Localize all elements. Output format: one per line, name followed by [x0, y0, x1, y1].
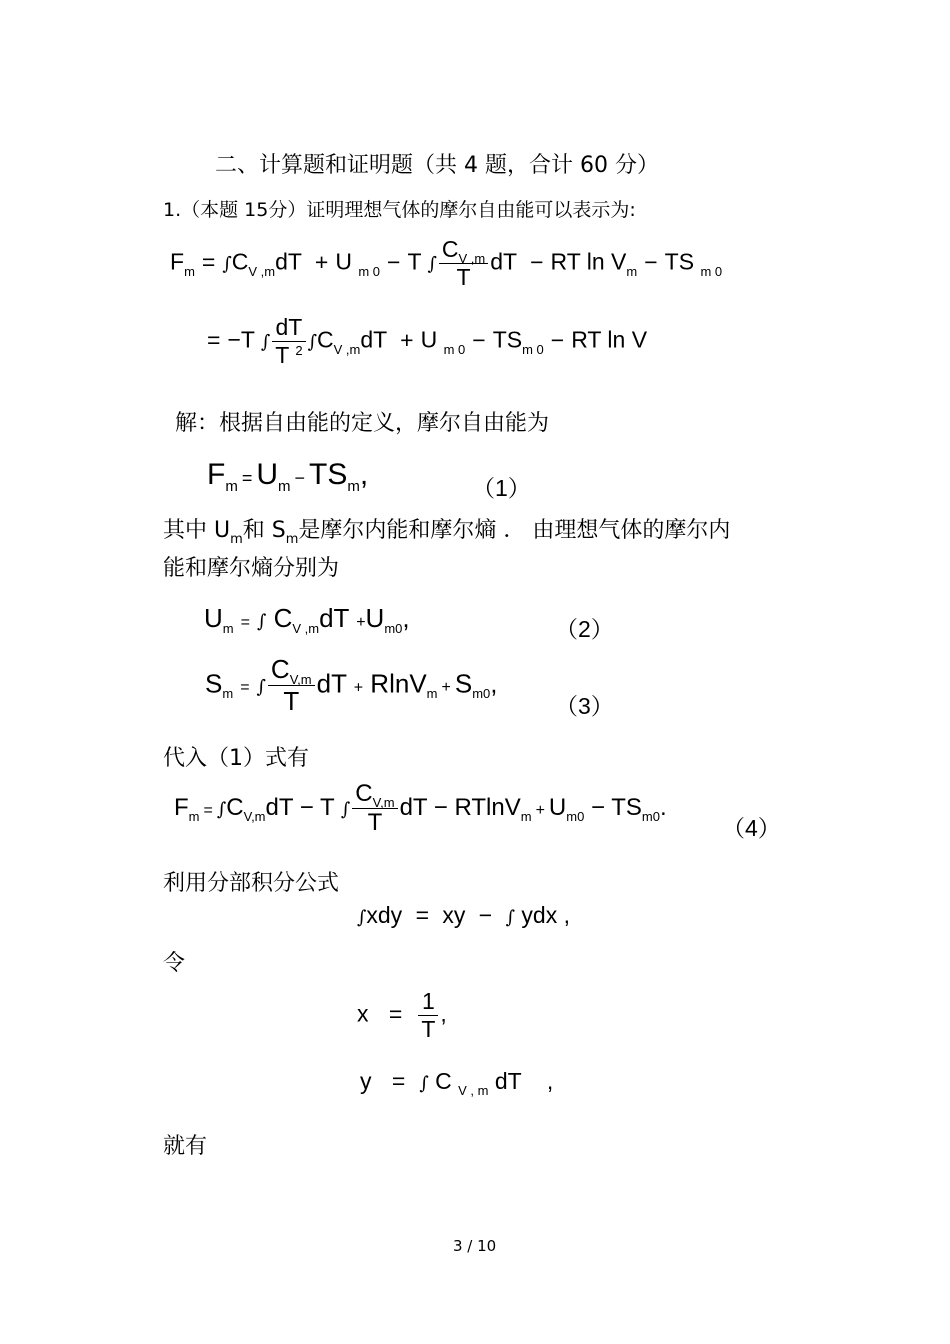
equation-4: $F_m = \int C_{V,m}dT - T$ ∫ $\frac{C_{V,m}}{T}$ dT − $RTlnV_m + U_{m0} - TS_{m0}$. — [174, 780, 667, 836]
page-number: 3 / 10 — [453, 1237, 497, 1255]
equation-2: $U_m$ = ∫ $C_{V ,m}dT +U_{m0}$, — [204, 603, 410, 636]
text-thus: 就有 — [163, 1134, 208, 1159]
solution-intro: 解：根据自由能的定义，摩尔自由能为 — [175, 411, 550, 436]
equation-y: y = ∫ C $_{V , m}$ dT , — [360, 1068, 554, 1098]
section-title: 二、计算题和证明题（共 4 题，合计 60 分） — [215, 153, 659, 178]
equation-a-line2: = −T ∫ $\frac{dT}{T ^2}$ $\int C_{V ,m}dT + U$ $_{m 0} - TS_{m 0}$ − RT ln V — [207, 314, 648, 368]
equation-x: x = $\frac{1}{T}$ , — [357, 988, 447, 1042]
text-substitute: 代入（1）式有 — [163, 746, 309, 771]
equation-label-4: （4） — [722, 815, 781, 841]
equation-1: $F_m = U_m - TS_m$, — [207, 458, 369, 495]
equation-label-1: （1） — [472, 475, 531, 501]
equation-3: $S_m$ = ∫ $\frac{C_{V,m}}{T}$ dT + $RlnV_m + S_{m0}$, — [205, 654, 498, 716]
text-where: 其中 $U_m$和 $S_m$是摩尔内能和摩尔熵 ． 由理想气体的摩尔内 — [163, 518, 731, 547]
text-where-line2: 能和摩尔熵分别为 — [163, 556, 340, 581]
equation-parts: ∫xdy = xy − ∫ ydx , — [357, 902, 570, 928]
text-let: 令 — [163, 951, 186, 976]
equation-label-2: （2） — [555, 616, 614, 642]
text-parts: 利用分部积分公式 — [163, 871, 340, 896]
equation-label-3: （3） — [555, 693, 614, 719]
equation-a-line1: $F_m = \int C_{V ,m}dT + U$ $_{m 0}$ − T ∫ $\frac{C_{V ,m}}{T}$ dT − RT $\ln V_m$ − TS $_{m 0}$ — [170, 236, 723, 290]
problem-statement: 1.（本题 15分）证明理想气体的摩尔自由能可以表示为: — [163, 199, 636, 221]
